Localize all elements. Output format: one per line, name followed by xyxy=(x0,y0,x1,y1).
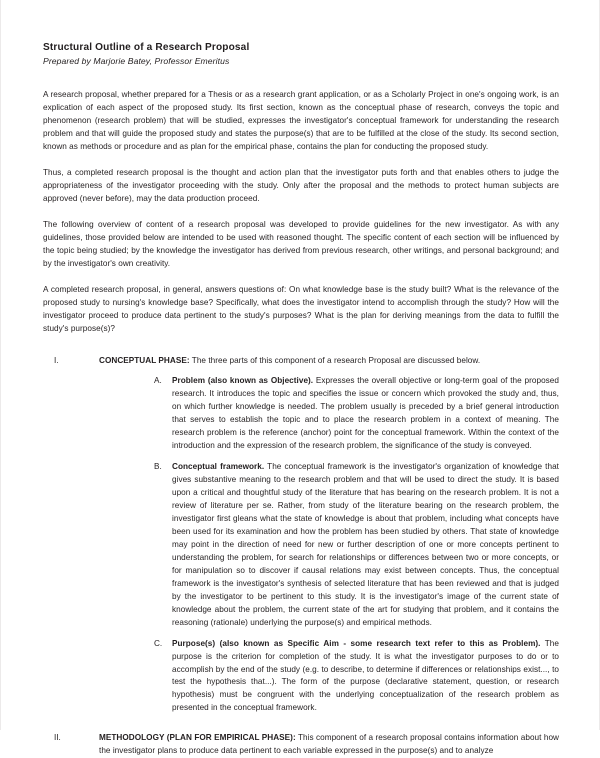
body-paragraph: The following overview of content of a research proposal was developed to provide guidelines for the new investigator. As with any guidelines, those provided below are intended to be used with reasoned thought. The specific content of each section will be influenced by the topic being studied; by the knowledge the investigator has derived from previous research, other writings, and personal background; and by the investigator's own creativity. xyxy=(43,219,559,268)
outline-subitem-text xyxy=(172,638,559,716)
page-content xyxy=(43,41,559,758)
outline-marker: II. xyxy=(54,733,61,743)
body-paragraph: A completed research proposal, in general, answers questions of: On what knowledge base is the study built? What is the relevance of the proposed study to nursing's knowledge base? Specifically, what does the investigator intend to accomplish through the study? How will the investigator proceed to produce data pertinent to the study's purposes? What is the plan for deriving meanings from the data to fulfill the study's purpose(s)? xyxy=(43,284,559,333)
outline-subitem-body: Expresses the overall objective or long-term goal of the proposed research. It introduces the topic and specifies the issue or concern which provoked the study and, thus, on which further knowledge is needed. The problem usually is preceded by a brief general introduction that serves to establish the topic and to place the research problem in a context of meaning. The research problem is the reference (anchor) point for the conceptual framework. Within the context of the introduction and the expression of the research problem, the significance of the study is conveyed. xyxy=(172,376,559,451)
outline-subitem-problem xyxy=(99,375,559,453)
outline-subitem-text xyxy=(172,461,559,629)
outline-subitem-purposes xyxy=(99,638,559,716)
outline-subitem-lead: Conceptual framework. xyxy=(172,462,265,472)
outline-subitem-lead: Purpose(s) (also known as Specific Aim - some research text refer to this as Problem). xyxy=(172,638,541,648)
outline-subitem-body: The purpose is the criterion for completion of the study. It is what the investigator purposes to do or to accomplish by the end of the study (e.g. to describe, to determine if differences or relationships exist..., to test the hypothesis that...). The form of the purpose (declarative statement, question, or research hypothesis) must be congruent with the underlying conceptualization of the research problem as presented in the conceptual framework. xyxy=(172,638,559,713)
outline-subitem-lead: Problem (also known as Objective). xyxy=(172,376,314,386)
outline-marker: I. xyxy=(54,355,59,365)
body-paragraph: A research proposal, whether prepared for a Thesis or as a research grant application, or as a Scholarly Project in one's ongoing work, is an explication of each aspect of the proposed study. Its first section, known as the conceptual phase of research, conveys the topic and phenomenon (research problem) that will be studied, expresses the investigator's conceptual framework for understanding the research problem and that will guide the proposed study and states the purpose(s) that are to be fulfilled at the close of the study. Its second section, known as methods or procedure and as plan for the empirical phase, contains the plan for conducting the proposed study. xyxy=(43,90,559,152)
outline-subitem-body: The conceptual framework is the investigator's organization of knowledge that gives substantive meaning to the research problem and that will be used to direct the study. It is based upon a critical and thoughtful study of the literature that has bearing on the research problem. It is not a review of literature per se. Rather, from study of the literature bearing on the research problem, the investigator first gleans what the state of knowledge is about that problem, including what concepts have been used for its examination and how the problem has been studied by others. That state of knowledge may point in the direction of need for new or further description of one or more concepts pertinent to understanding the problem, for search for relationships or differences between two or more concepts, or for manipulation so to discover if causal relations may exist between concepts. Thus, the conceptual framework is the investigator's synthesis of selected literature that has been reviewed and that is judged by the investigator to be pertinent to this study. It is the investigator's image of the current state of knowledge about the problem, the current state of the art for studying that problem, and it contains the reasoning (rationale) underlying the purpose(s) and empirical methods. xyxy=(172,462,559,627)
page-title: Structural Outline of a Research Proposal xyxy=(43,42,250,53)
outline-section-conceptual-phase xyxy=(43,355,559,716)
outline-section-body: The three parts of this component of a research Proposal are discussed below. xyxy=(189,355,481,365)
outline-list xyxy=(43,355,559,758)
body-paragraph: Thus, a completed research proposal is the thought and action plan that the investigator puts forth and that enables others to judge the appropriateness of the investigator proceeding with the study. Only after the proposal and the methods to protect human subjects are approved (never before), may the data production proceed. xyxy=(43,168,559,203)
outline-marker: A. xyxy=(154,376,162,386)
outline-section-lead: CONCEPTUAL PHASE: xyxy=(99,355,190,365)
outline-section-text xyxy=(99,355,559,368)
outline-section-body: This component of a research proposal contains information about how the investigator plans to produce data pertinent to each variable expressed in the purpose(s) and to analyze xyxy=(99,733,559,756)
outline-marker: C. xyxy=(154,638,163,648)
outline-section-text xyxy=(99,732,559,758)
outline-subitem-conceptual-framework xyxy=(99,461,559,629)
page-subtitle: Prepared by Marjorie Batey, Professor Emeritus xyxy=(43,56,230,67)
outline-section-lead: METHODOLOGY (PLAN FOR EMPIRICAL PHASE): xyxy=(99,733,296,743)
outline-marker: B. xyxy=(154,462,162,472)
outline-section-methodology xyxy=(43,732,559,758)
outline-subitem-text xyxy=(172,375,559,453)
